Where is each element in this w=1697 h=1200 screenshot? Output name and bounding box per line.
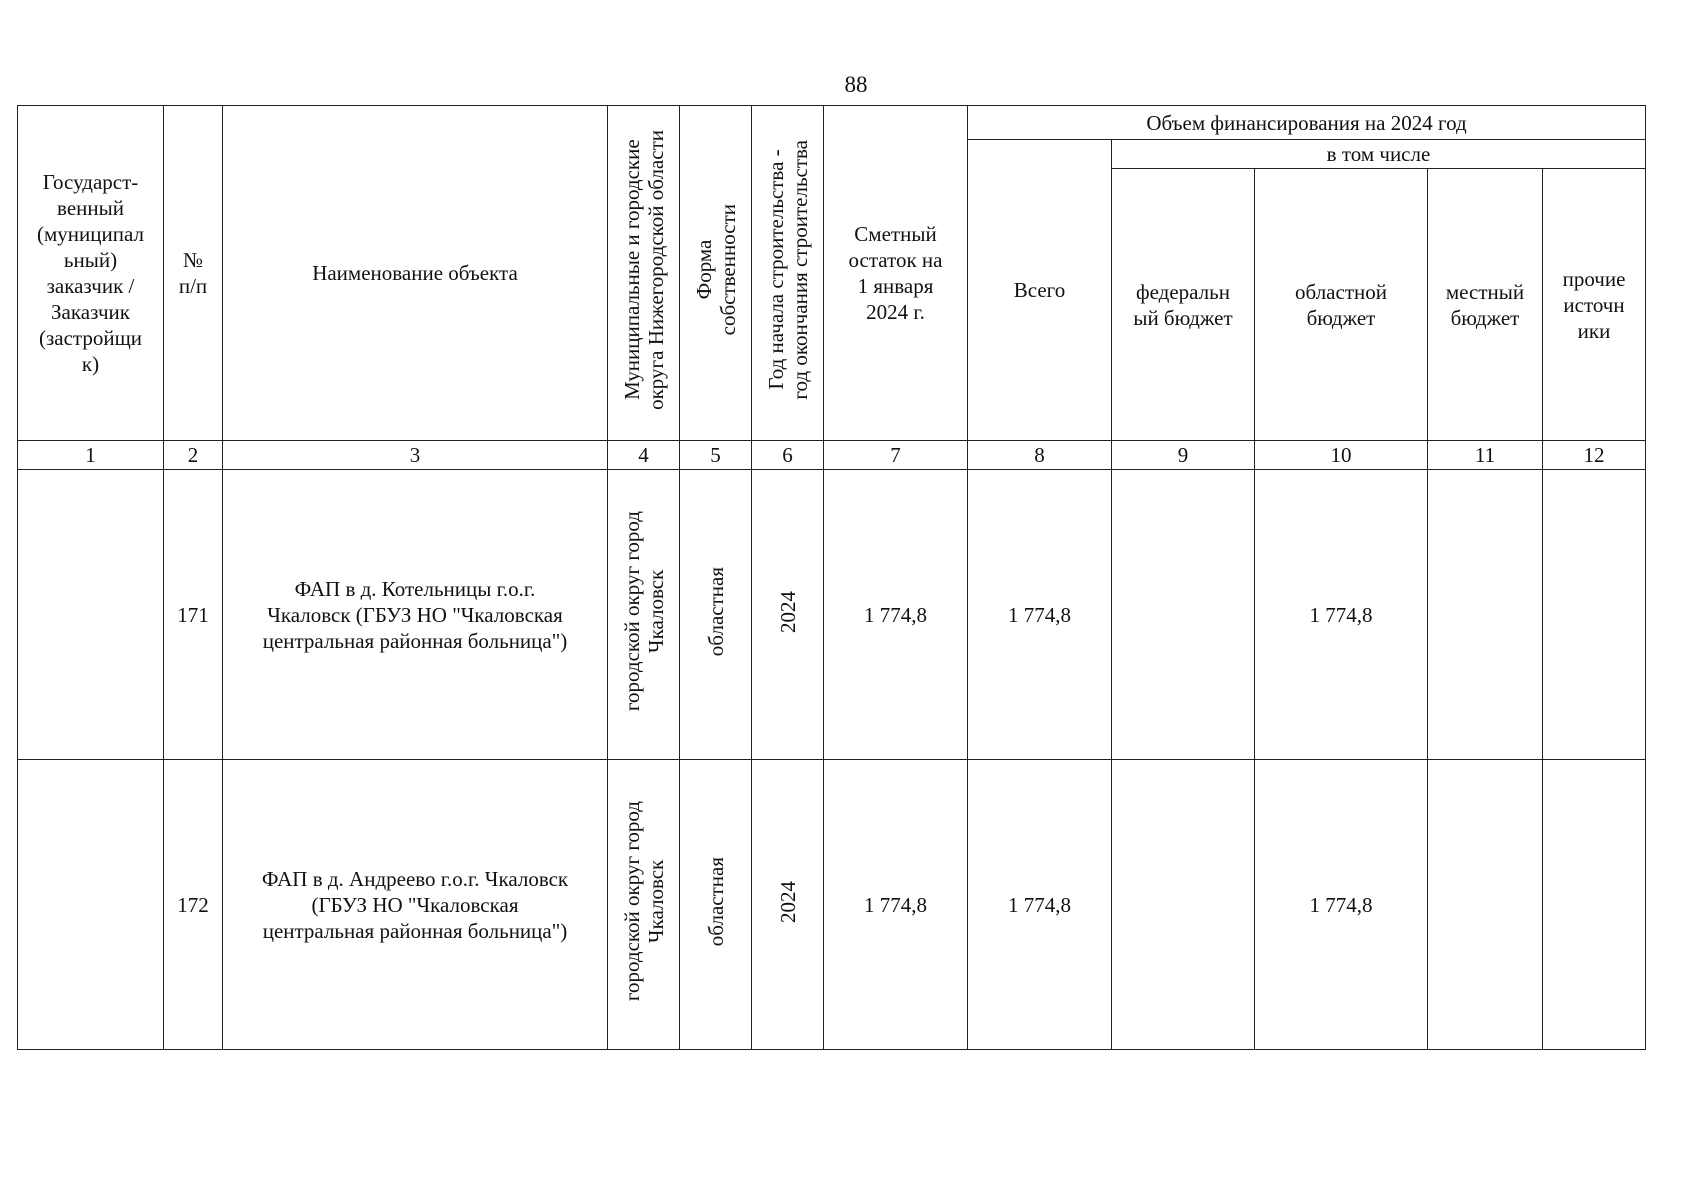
column-number: 4 (608, 441, 680, 470)
column-number: 5 (680, 441, 752, 470)
header-federal-budget: федеральн ый бюджет (1112, 169, 1255, 441)
investment-objects-table (17, 105, 1646, 1050)
header-object-name: Наименование объекта (223, 106, 608, 441)
cell-estimate-remainder: 1 774,8 (824, 470, 968, 760)
cell-ownership-form: областная (680, 760, 752, 1050)
table-row (18, 470, 1646, 760)
cell-federal-budget (1112, 470, 1255, 760)
table-row (18, 760, 1646, 1050)
cell-row-number: 171 (164, 470, 223, 760)
cell-row-number: 172 (164, 760, 223, 1050)
column-number: 1 (18, 441, 164, 470)
header-including: в том числе (1112, 140, 1646, 169)
column-number-row (18, 441, 1646, 470)
header-construction-years: Год начала строительства - год окончания строительства (752, 106, 824, 441)
cell-customer (18, 760, 164, 1050)
cell-regional-budget: 1 774,8 (1255, 470, 1428, 760)
header-local-budget: местный бюджет (1428, 169, 1543, 441)
page-number: 88 (844, 72, 868, 97)
column-number: 7 (824, 441, 968, 470)
cell-ownership-form: областная (680, 470, 752, 760)
cell-estimate-remainder: 1 774,8 (824, 760, 968, 1050)
column-number: 9 (1112, 441, 1255, 470)
cell-object-name: ФАП в д. Котельницы г.о.г. Чкаловск (ГБУЗ НО "Чкаловская центральная районная больница") (223, 470, 608, 760)
header-ownership-form: Форма собственности (680, 106, 752, 441)
cell-municipality: городской округ город Чкаловск (608, 760, 680, 1050)
cell-total: 1 774,8 (968, 760, 1112, 1050)
header-total: Всего (968, 140, 1112, 441)
header-estimate-remainder: Сметный остаток на 1 января 2024 г. (824, 106, 968, 441)
column-number: 11 (1428, 441, 1543, 470)
cell-customer (18, 470, 164, 760)
header-other-sources: прочие источн ики (1543, 169, 1646, 441)
cell-municipality: городской округ город Чкаловск (608, 470, 680, 760)
header-municipality: Муниципальные и городские округа Нижегородской области (608, 106, 680, 441)
cell-regional-budget: 1 774,8 (1255, 760, 1428, 1050)
cell-other-sources (1543, 760, 1646, 1050)
column-number: 2 (164, 441, 223, 470)
column-number: 6 (752, 441, 824, 470)
cell-construction-years: 2024 (752, 470, 824, 760)
cell-other-sources (1543, 470, 1646, 760)
cell-local-budget (1428, 760, 1543, 1050)
header-regional-budget: областной бюджет (1255, 169, 1428, 441)
header-customer: Государст- венный (муниципал ьный) заказчик / Заказчик (застройщи к) (18, 106, 164, 441)
column-number: 8 (968, 441, 1112, 470)
column-number: 12 (1543, 441, 1646, 470)
cell-local-budget (1428, 470, 1543, 760)
cell-federal-budget (1112, 760, 1255, 1050)
cell-total: 1 774,8 (968, 470, 1112, 760)
cell-construction-years: 2024 (752, 760, 824, 1050)
header-row-number: № п/п (164, 106, 223, 441)
column-number: 3 (223, 441, 608, 470)
header-financing-group: Объем финансирования на 2024 год (968, 106, 1646, 140)
cell-object-name: ФАП в д. Андреево г.о.г. Чкаловск (ГБУЗ НО "Чкаловская центральная районная больница") (223, 760, 608, 1050)
column-number: 10 (1255, 441, 1428, 470)
